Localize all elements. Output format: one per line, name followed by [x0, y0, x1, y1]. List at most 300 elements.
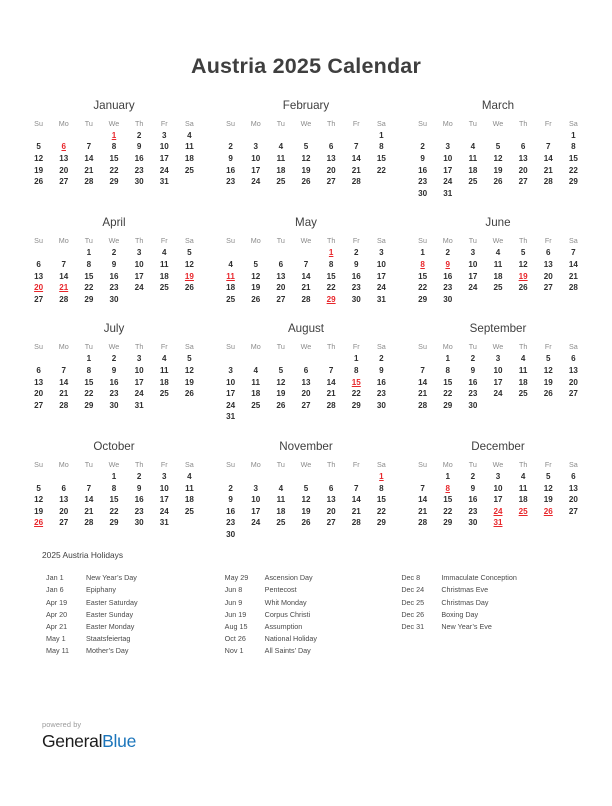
- day-cell[interactable]: 4: [278, 483, 284, 493]
- day-cell[interactable]: 22: [443, 506, 453, 516]
- day-cell[interactable]: 7: [328, 366, 334, 376]
- day-cell[interactable]: 24: [159, 165, 169, 175]
- day-cell-holiday[interactable]: 19: [184, 271, 194, 281]
- day-cell[interactable]: 8: [354, 366, 359, 376]
- day-cell[interactable]: 27: [276, 294, 286, 304]
- day-cell[interactable]: 4: [162, 354, 167, 364]
- day-cell[interactable]: 13: [568, 483, 578, 493]
- day-cell[interactable]: 30: [134, 177, 144, 187]
- day-cell[interactable]: 7: [571, 248, 576, 258]
- day-cell[interactable]: 10: [134, 260, 144, 270]
- day-cell[interactable]: 6: [328, 483, 334, 493]
- day-cell[interactable]: 28: [418, 400, 428, 410]
- day-cell[interactable]: 10: [251, 495, 261, 505]
- day-cell[interactable]: 27: [326, 518, 336, 528]
- day-cell[interactable]: 4: [470, 142, 476, 152]
- day-cell[interactable]: 1: [445, 471, 450, 481]
- day-cell[interactable]: 29: [568, 177, 578, 187]
- day-cell[interactable]: 20: [568, 377, 578, 387]
- day-cell[interactable]: 18: [159, 377, 169, 387]
- day-cell[interactable]: 12: [301, 495, 311, 505]
- day-cell[interactable]: 28: [301, 294, 311, 304]
- day-cell[interactable]: 23: [134, 506, 144, 516]
- day-cell[interactable]: 3: [253, 483, 258, 493]
- day-cell[interactable]: 15: [443, 495, 453, 505]
- day-cell[interactable]: 23: [226, 518, 236, 528]
- day-cell[interactable]: 22: [418, 283, 428, 293]
- day-cell[interactable]: 18: [493, 271, 503, 281]
- day-cell[interactable]: 1: [571, 130, 576, 140]
- day-cell[interactable]: 23: [376, 389, 386, 399]
- day-cell[interactable]: 9: [228, 154, 233, 164]
- day-cell[interactable]: 17: [251, 165, 261, 175]
- day-cell-holiday[interactable]: 24: [493, 506, 503, 516]
- day-cell[interactable]: 17: [376, 271, 386, 281]
- day-cell[interactable]: 3: [379, 248, 384, 258]
- day-cell[interactable]: 1: [111, 471, 117, 481]
- day-cell[interactable]: 19: [301, 506, 311, 516]
- day-cell[interactable]: 14: [351, 154, 361, 164]
- day-cell[interactable]: 30: [351, 294, 361, 304]
- day-cell[interactable]: 22: [351, 389, 361, 399]
- day-cell[interactable]: 5: [520, 248, 526, 258]
- day-cell[interactable]: 8: [379, 142, 384, 152]
- day-cell[interactable]: 14: [59, 271, 69, 281]
- day-cell[interactable]: 20: [301, 389, 311, 399]
- day-cell[interactable]: 8: [445, 366, 450, 376]
- day-cell[interactable]: 16: [109, 271, 119, 281]
- day-cell[interactable]: 21: [59, 389, 69, 399]
- day-cell[interactable]: 6: [36, 260, 41, 270]
- day-cell[interactable]: 9: [420, 154, 425, 164]
- day-cell[interactable]: 2: [136, 471, 142, 481]
- day-cell[interactable]: 10: [493, 366, 503, 376]
- day-cell-holiday[interactable]: 20: [34, 283, 44, 293]
- day-cell[interactable]: 19: [301, 165, 311, 175]
- day-cell[interactable]: 31: [134, 400, 144, 410]
- day-cell[interactable]: 22: [84, 389, 94, 399]
- day-cell[interactable]: 17: [159, 495, 169, 505]
- day-cell[interactable]: 4: [520, 354, 526, 364]
- day-cell[interactable]: 14: [418, 495, 428, 505]
- day-cell[interactable]: 10: [443, 154, 453, 164]
- day-cell[interactable]: 16: [226, 165, 236, 175]
- day-cell[interactable]: 18: [251, 389, 261, 399]
- day-cell[interactable]: 11: [276, 154, 286, 164]
- day-cell[interactable]: 26: [301, 518, 311, 528]
- day-cell[interactable]: 31: [443, 188, 453, 198]
- day-cell[interactable]: 13: [326, 495, 336, 505]
- day-cell[interactable]: 12: [34, 495, 44, 505]
- day-cell[interactable]: 29: [84, 400, 94, 410]
- day-cell[interactable]: 25: [518, 389, 528, 399]
- day-cell[interactable]: 26: [543, 389, 553, 399]
- day-cell[interactable]: 10: [226, 377, 236, 387]
- day-cell[interactable]: 16: [109, 377, 119, 387]
- day-cell[interactable]: 22: [84, 283, 94, 293]
- day-cell[interactable]: 28: [351, 518, 361, 528]
- day-cell[interactable]: 14: [84, 495, 94, 505]
- day-cell[interactable]: 26: [184, 389, 194, 399]
- day-cell[interactable]: 16: [134, 495, 144, 505]
- day-cell-holiday[interactable]: 21: [59, 283, 69, 293]
- day-cell[interactable]: 2: [379, 354, 384, 364]
- day-cell[interactable]: 2: [445, 248, 450, 258]
- day-cell[interactable]: 18: [518, 377, 528, 387]
- day-cell[interactable]: 28: [84, 518, 94, 528]
- day-cell[interactable]: 10: [376, 260, 386, 270]
- day-cell[interactable]: 30: [109, 294, 119, 304]
- day-cell[interactable]: 18: [276, 506, 286, 516]
- day-cell[interactable]: 23: [468, 506, 478, 516]
- day-cell[interactable]: 25: [159, 389, 169, 399]
- day-cell[interactable]: 21: [351, 165, 361, 175]
- day-cell[interactable]: 28: [568, 283, 578, 293]
- day-cell[interactable]: 18: [468, 165, 478, 175]
- day-cell[interactable]: 11: [518, 483, 528, 493]
- day-cell[interactable]: 7: [61, 260, 66, 270]
- day-cell[interactable]: 1: [354, 354, 359, 364]
- day-cell[interactable]: 19: [34, 165, 44, 175]
- day-cell[interactable]: 24: [251, 518, 261, 528]
- day-cell[interactable]: 23: [226, 177, 236, 187]
- day-cell[interactable]: 13: [276, 271, 286, 281]
- day-cell[interactable]: 15: [568, 154, 578, 164]
- day-cell[interactable]: 11: [276, 495, 286, 505]
- day-cell[interactable]: 12: [184, 366, 194, 376]
- day-cell[interactable]: 4: [520, 471, 526, 481]
- day-cell-holiday[interactable]: 26: [543, 506, 553, 516]
- day-cell[interactable]: 14: [326, 377, 336, 387]
- day-cell[interactable]: 17: [159, 154, 169, 164]
- day-cell[interactable]: 2: [470, 354, 476, 364]
- day-cell[interactable]: 18: [184, 495, 194, 505]
- day-cell[interactable]: 1: [86, 248, 92, 258]
- day-cell[interactable]: 29: [109, 177, 119, 187]
- day-cell[interactable]: 23: [134, 165, 144, 175]
- day-cell[interactable]: 20: [326, 506, 336, 516]
- day-cell[interactable]: 6: [303, 366, 309, 376]
- day-cell[interactable]: 14: [418, 377, 428, 387]
- day-cell[interactable]: 3: [495, 471, 501, 481]
- day-cell[interactable]: 7: [420, 483, 425, 493]
- day-cell[interactable]: 11: [185, 483, 194, 493]
- day-cell[interactable]: 11: [518, 366, 528, 376]
- day-cell[interactable]: 28: [326, 400, 336, 410]
- day-cell[interactable]: 1: [445, 354, 450, 364]
- day-cell[interactable]: 15: [376, 495, 386, 505]
- day-cell[interactable]: 16: [134, 154, 144, 164]
- day-cell[interactable]: 22: [326, 283, 336, 293]
- day-cell[interactable]: 22: [109, 506, 119, 516]
- day-cell[interactable]: 21: [326, 389, 336, 399]
- day-cell[interactable]: 18: [226, 283, 236, 293]
- day-cell[interactable]: 26: [493, 177, 503, 187]
- day-cell[interactable]: 25: [276, 518, 286, 528]
- day-cell[interactable]: 5: [546, 471, 551, 481]
- day-cell[interactable]: 3: [136, 248, 142, 258]
- day-cell[interactable]: 6: [571, 471, 576, 481]
- day-cell[interactable]: 13: [34, 271, 44, 281]
- day-cell[interactable]: 9: [354, 260, 359, 270]
- day-cell[interactable]: 2: [228, 483, 233, 493]
- day-cell[interactable]: 15: [326, 271, 336, 281]
- day-cell[interactable]: 13: [301, 377, 311, 387]
- day-cell[interactable]: 24: [468, 283, 478, 293]
- day-cell[interactable]: 9: [111, 260, 117, 270]
- day-cell[interactable]: 27: [568, 389, 578, 399]
- day-cell[interactable]: 17: [226, 389, 236, 399]
- day-cell[interactable]: 13: [34, 377, 44, 387]
- day-cell[interactable]: 5: [187, 354, 192, 364]
- day-cell[interactable]: 16: [468, 495, 478, 505]
- day-cell[interactable]: 11: [251, 377, 260, 387]
- day-cell[interactable]: 24: [134, 389, 144, 399]
- day-cell[interactable]: 3: [470, 248, 476, 258]
- day-cell[interactable]: 6: [520, 142, 526, 152]
- day-cell[interactable]: 18: [518, 495, 528, 505]
- day-cell[interactable]: 21: [84, 506, 94, 516]
- day-cell[interactable]: 5: [278, 366, 284, 376]
- day-cell[interactable]: 15: [84, 377, 94, 387]
- day-cell[interactable]: 17: [493, 495, 503, 505]
- day-cell[interactable]: 2: [111, 248, 117, 258]
- day-cell[interactable]: 11: [468, 154, 478, 164]
- day-cell[interactable]: 3: [253, 142, 258, 152]
- day-cell[interactable]: 13: [59, 495, 69, 505]
- day-cell[interactable]: 9: [136, 483, 142, 493]
- day-cell[interactable]: 18: [159, 271, 169, 281]
- day-cell[interactable]: 14: [543, 154, 553, 164]
- day-cell[interactable]: 10: [134, 366, 144, 376]
- day-cell-holiday[interactable]: 15: [351, 377, 361, 387]
- day-cell[interactable]: 10: [468, 260, 478, 270]
- day-cell[interactable]: 4: [187, 471, 192, 481]
- day-cell[interactable]: 27: [326, 177, 336, 187]
- day-cell[interactable]: 9: [136, 142, 142, 152]
- day-cell[interactable]: 11: [159, 260, 169, 270]
- day-cell[interactable]: 9: [111, 366, 117, 376]
- day-cell[interactable]: 17: [134, 271, 144, 281]
- day-cell[interactable]: 22: [376, 165, 386, 175]
- day-cell[interactable]: 25: [184, 506, 194, 516]
- day-cell[interactable]: 8: [86, 260, 92, 270]
- day-cell[interactable]: 23: [443, 283, 453, 293]
- day-cell[interactable]: 16: [418, 165, 428, 175]
- day-cell[interactable]: 21: [84, 165, 94, 175]
- day-cell[interactable]: 22: [109, 165, 119, 175]
- day-cell[interactable]: 3: [445, 142, 450, 152]
- day-cell[interactable]: 16: [351, 271, 361, 281]
- day-cell[interactable]: 12: [493, 154, 503, 164]
- day-cell[interactable]: 23: [351, 283, 361, 293]
- day-cell[interactable]: 26: [251, 294, 261, 304]
- day-cell[interactable]: 19: [543, 495, 553, 505]
- day-cell[interactable]: 18: [276, 165, 286, 175]
- day-cell[interactable]: 24: [443, 177, 453, 187]
- day-cell[interactable]: 26: [518, 283, 528, 293]
- day-cell[interactable]: 12: [184, 260, 194, 270]
- day-cell[interactable]: 14: [568, 260, 578, 270]
- day-cell[interactable]: 12: [276, 377, 286, 387]
- day-cell-holiday[interactable]: 1: [379, 471, 384, 481]
- day-cell[interactable]: 30: [468, 400, 478, 410]
- day-cell[interactable]: 16: [443, 271, 453, 281]
- day-cell-holiday[interactable]: 9: [445, 260, 450, 270]
- day-cell[interactable]: 19: [493, 165, 503, 175]
- day-cell[interactable]: 27: [543, 283, 553, 293]
- day-cell[interactable]: 2: [354, 248, 359, 258]
- day-cell[interactable]: 5: [187, 248, 192, 258]
- day-cell[interactable]: 27: [518, 177, 528, 187]
- day-cell[interactable]: 20: [276, 283, 286, 293]
- day-cell[interactable]: 6: [278, 260, 284, 270]
- day-cell[interactable]: 1: [379, 130, 384, 140]
- day-cell[interactable]: 19: [543, 377, 553, 387]
- day-cell[interactable]: 12: [543, 366, 553, 376]
- day-cell[interactable]: 28: [59, 400, 69, 410]
- day-cell-holiday[interactable]: 1: [328, 248, 334, 258]
- day-cell[interactable]: 14: [59, 377, 69, 387]
- day-cell[interactable]: 20: [59, 165, 69, 175]
- day-cell[interactable]: 25: [251, 400, 261, 410]
- day-cell[interactable]: 15: [84, 271, 94, 281]
- day-cell[interactable]: 9: [228, 495, 233, 505]
- day-cell[interactable]: 31: [159, 518, 169, 528]
- day-cell[interactable]: 15: [443, 377, 453, 387]
- day-cell[interactable]: 12: [251, 271, 261, 281]
- day-cell[interactable]: 10: [159, 483, 169, 493]
- day-cell[interactable]: 14: [84, 154, 94, 164]
- day-cell[interactable]: 7: [86, 483, 92, 493]
- day-cell[interactable]: 9: [379, 366, 384, 376]
- day-cell[interactable]: 4: [228, 260, 233, 270]
- day-cell[interactable]: 13: [59, 154, 69, 164]
- day-cell[interactable]: 7: [354, 483, 359, 493]
- day-cell[interactable]: 3: [162, 130, 167, 140]
- day-cell[interactable]: 24: [376, 283, 386, 293]
- day-cell[interactable]: 23: [109, 389, 119, 399]
- day-cell[interactable]: 16: [226, 506, 236, 516]
- day-cell[interactable]: 5: [546, 354, 551, 364]
- day-cell[interactable]: 7: [354, 142, 359, 152]
- day-cell[interactable]: 24: [159, 506, 169, 516]
- day-cell[interactable]: 30: [376, 400, 386, 410]
- day-cell[interactable]: 9: [470, 366, 476, 376]
- day-cell[interactable]: 8: [111, 483, 117, 493]
- day-cell[interactable]: 3: [495, 354, 501, 364]
- day-cell[interactable]: 19: [251, 283, 261, 293]
- day-cell[interactable]: 29: [376, 518, 386, 528]
- day-cell[interactable]: 18: [184, 154, 194, 164]
- day-cell[interactable]: 17: [134, 377, 144, 387]
- day-cell[interactable]: 31: [226, 412, 236, 422]
- day-cell[interactable]: 3: [136, 354, 142, 364]
- day-cell[interactable]: 8: [571, 142, 576, 152]
- day-cell[interactable]: 30: [443, 294, 453, 304]
- day-cell[interactable]: 2: [228, 142, 233, 152]
- day-cell[interactable]: 15: [109, 495, 119, 505]
- day-cell[interactable]: 5: [253, 260, 258, 270]
- day-cell[interactable]: 25: [276, 177, 286, 187]
- day-cell[interactable]: 27: [34, 400, 44, 410]
- day-cell[interactable]: 23: [418, 177, 428, 187]
- day-cell[interactable]: 13: [326, 154, 336, 164]
- day-cell[interactable]: 12: [34, 154, 44, 164]
- day-cell[interactable]: 19: [276, 389, 286, 399]
- day-cell[interactable]: 14: [351, 495, 361, 505]
- day-cell[interactable]: 30: [109, 400, 119, 410]
- day-cell[interactable]: 5: [495, 142, 501, 152]
- day-cell[interactable]: 20: [568, 495, 578, 505]
- day-cell-holiday[interactable]: 31: [493, 518, 503, 528]
- day-cell[interactable]: 28: [543, 177, 553, 187]
- day-cell[interactable]: 30: [134, 518, 144, 528]
- day-cell[interactable]: 28: [59, 294, 69, 304]
- day-cell[interactable]: 5: [36, 142, 41, 152]
- day-cell[interactable]: 22: [568, 165, 578, 175]
- day-cell[interactable]: 6: [61, 483, 66, 493]
- day-cell[interactable]: 15: [376, 154, 386, 164]
- day-cell[interactable]: 1: [420, 248, 425, 258]
- day-cell[interactable]: 16: [468, 377, 478, 387]
- day-cell-holiday[interactable]: 19: [518, 271, 528, 281]
- day-cell[interactable]: 24: [493, 389, 503, 399]
- day-cell[interactable]: 20: [326, 165, 336, 175]
- day-cell[interactable]: 2: [470, 471, 476, 481]
- day-cell[interactable]: 28: [84, 177, 94, 187]
- day-cell[interactable]: 13: [543, 260, 553, 270]
- day-cell[interactable]: 21: [418, 389, 428, 399]
- day-cell-holiday[interactable]: 11: [226, 271, 235, 281]
- day-cell[interactable]: 25: [226, 294, 236, 304]
- day-cell[interactable]: 25: [184, 165, 194, 175]
- day-cell[interactable]: 4: [253, 366, 258, 376]
- day-cell-holiday[interactable]: 8: [445, 483, 450, 493]
- day-cell[interactable]: 11: [493, 260, 503, 270]
- day-cell[interactable]: 30: [226, 529, 236, 539]
- day-cell[interactable]: 2: [420, 142, 425, 152]
- day-cell[interactable]: 8: [86, 366, 92, 376]
- day-cell[interactable]: 13: [518, 154, 528, 164]
- day-cell[interactable]: 27: [568, 506, 578, 516]
- day-cell[interactable]: 22: [376, 506, 386, 516]
- day-cell[interactable]: 29: [109, 518, 119, 528]
- day-cell[interactable]: 21: [543, 165, 553, 175]
- day-cell[interactable]: 12: [543, 483, 553, 493]
- day-cell[interactable]: 15: [418, 271, 428, 281]
- day-cell-holiday[interactable]: 6: [61, 142, 66, 152]
- day-cell[interactable]: 10: [493, 483, 503, 493]
- day-cell[interactable]: 6: [36, 366, 41, 376]
- day-cell[interactable]: 19: [34, 506, 44, 516]
- day-cell[interactable]: 24: [134, 283, 144, 293]
- day-cell[interactable]: 29: [84, 294, 94, 304]
- day-cell[interactable]: 26: [276, 400, 286, 410]
- day-cell-holiday[interactable]: 8: [420, 260, 425, 270]
- day-cell[interactable]: 26: [34, 177, 44, 187]
- day-cell[interactable]: 6: [546, 248, 551, 258]
- day-cell[interactable]: 15: [109, 154, 119, 164]
- day-cell[interactable]: 10: [159, 142, 169, 152]
- day-cell[interactable]: 5: [303, 142, 309, 152]
- day-cell[interactable]: 3: [228, 366, 233, 376]
- day-cell[interactable]: 12: [518, 260, 528, 270]
- day-cell[interactable]: 20: [59, 506, 69, 516]
- day-cell-holiday[interactable]: 26: [34, 518, 44, 528]
- day-cell[interactable]: 10: [251, 154, 261, 164]
- day-cell[interactable]: 27: [301, 400, 311, 410]
